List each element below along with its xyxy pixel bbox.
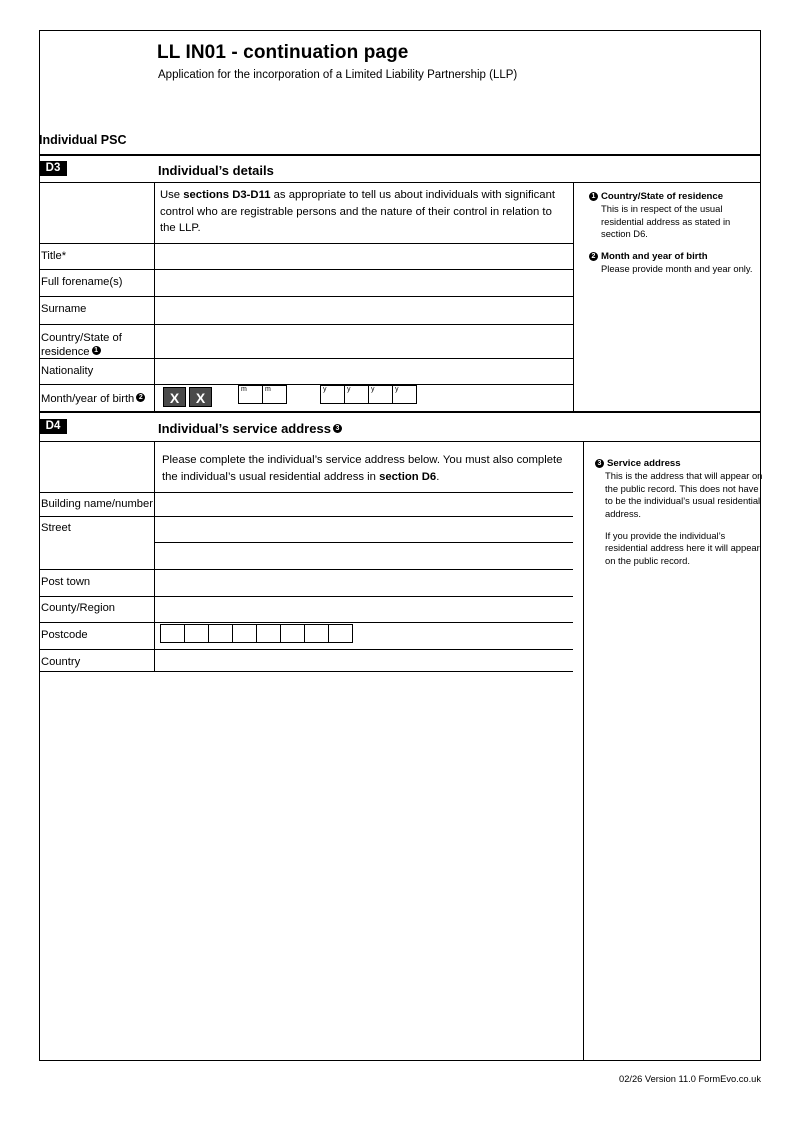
d3-instruction-bold: sections D3-D11 <box>183 189 271 201</box>
d3-row-rule-3 <box>39 296 573 297</box>
postcode-box-group[interactable] <box>160 624 352 643</box>
d4-heading: Individual’s service address 3 <box>158 421 342 436</box>
postcode-box-6[interactable] <box>280 624 305 643</box>
postcode-box-1[interactable] <box>160 624 185 643</box>
postcode-box-3[interactable] <box>208 624 233 643</box>
label-post-town: Post town <box>41 576 91 588</box>
dob-month-hint-group[interactable] <box>238 385 286 404</box>
d4-guidance-3-body2: If you provide the individual’s residential address here it will appear on the public record. <box>605 530 760 566</box>
postcode-box-8[interactable] <box>328 624 353 643</box>
dob-month-hint-box-1[interactable]: m <box>238 385 263 404</box>
label-nationality: Nationality <box>41 365 94 377</box>
input-county-region[interactable] <box>156 599 571 620</box>
label-title: Title* <box>41 250 67 262</box>
d4-guidance-3-body: This is the address that will appear on the public record. This does not have to be the individual’s usual residential address. <box>605 470 763 519</box>
d3-row-rule-2 <box>39 269 573 270</box>
d4-row-rule-1 <box>39 492 573 493</box>
d3-instruction <box>160 187 565 237</box>
postcode-box-7[interactable] <box>304 624 329 643</box>
dob-month-box-2[interactable]: X <box>189 387 212 407</box>
input-post-town[interactable] <box>156 572 571 594</box>
input-nationality[interactable] <box>156 361 571 383</box>
page-heading: Individual PSC <box>39 133 127 147</box>
d3-row-rule-6 <box>39 384 573 385</box>
dob-month-hint-box-2[interactable]: m <box>262 385 287 404</box>
d3-row-rule-4 <box>39 324 573 325</box>
dob-month-box-1[interactable]: X <box>163 387 186 407</box>
d4-top-rule <box>39 411 761 413</box>
input-full-forenames[interactable] <box>156 272 571 294</box>
dob-year-group[interactable] <box>320 385 416 404</box>
label-surname: Surname <box>41 303 87 315</box>
label-street: Street <box>41 522 71 534</box>
footer-version: 02/26 Version 11.0 FormEvo.co.uk <box>619 1074 761 1084</box>
input-street-line2[interactable] <box>156 545 571 565</box>
d4-guidance-3-title: Service address <box>607 458 681 469</box>
postcode-box-4[interactable] <box>232 624 257 643</box>
input-title[interactable] <box>156 246 571 268</box>
d4-guidance-divider <box>583 441 584 1060</box>
d3-guidance-2-title: Month and year of birth <box>601 251 708 262</box>
d4-row-rule-5 <box>39 596 573 597</box>
d3-guidance-2 <box>589 250 761 276</box>
postcode-box-5[interactable] <box>256 624 281 643</box>
dob-month-filled-group[interactable] <box>163 387 215 407</box>
d4-row-rule-6 <box>39 622 573 623</box>
d3-guidance-2-body: Please provide month and year only. <box>601 263 753 275</box>
d4-row-rule-7 <box>39 649 573 650</box>
d3-instruction-suffix: as appropriate to tell us about individuals with significant control who are registrable persons and the nature of their control in relation to the LLP. <box>160 189 555 234</box>
d4-row-rule-2 <box>39 516 573 517</box>
label-month-year-of-birth: Month/year of birth 2 <box>41 393 145 405</box>
d3-guidance-divider <box>573 182 574 411</box>
input-surname[interactable] <box>156 299 571 321</box>
d3-guidance-1 <box>589 190 761 241</box>
page-border-top <box>39 30 761 31</box>
d3-heading-rule <box>39 182 761 183</box>
d4-row-rule-4 <box>39 569 573 570</box>
d3-guidance-1-body: This is in respect of the usual residential address as stated in section D6. <box>601 203 731 240</box>
d3-top-rule <box>39 154 761 156</box>
dob-year-box-3[interactable]: y <box>368 385 393 404</box>
d3-heading: Individual’s details <box>158 163 274 178</box>
note-ref-2-icon: 2 <box>136 393 145 402</box>
section-code-d4: D4 <box>39 419 67 434</box>
page-border-bottom <box>39 1060 761 1061</box>
note-ref-1-icon: 1 <box>92 346 101 355</box>
document-subtitle: Application for the incorporation of a Limited Liability Partnership (LLP) <box>158 69 518 81</box>
d3-row-rule-5 <box>39 358 573 359</box>
page-border-left <box>39 30 40 1060</box>
dob-year-box-2[interactable]: y <box>344 385 369 404</box>
postcode-box-2[interactable] <box>184 624 209 643</box>
section-code-d3: D3 <box>39 161 67 176</box>
d4-row-rule-3 <box>154 542 573 543</box>
label-country-state-line2: residence 1 <box>41 346 101 358</box>
dob-year-box-4[interactable]: y <box>392 385 417 404</box>
label-country-state-line1: Country/State of <box>41 332 122 344</box>
d4-guidance-3 <box>595 457 767 567</box>
d4-label-column-divider <box>154 441 155 671</box>
label-county-region: County/Region <box>41 602 116 614</box>
d4-row-rule-8 <box>39 671 573 672</box>
d3-instruction-prefix: Use <box>160 189 184 201</box>
label-building-name-number: Building name/number <box>41 498 153 510</box>
input-country-state-of-residence[interactable] <box>156 327 571 357</box>
label-full-forenames: Full forename(s) <box>41 276 123 288</box>
note-ref-3-icon: 3 <box>333 424 342 433</box>
note-number-2-icon: 2 <box>589 252 598 261</box>
note-number-3-icon: 3 <box>595 459 604 468</box>
d4-instruction: Please complete the individual’s service address below. You must also complete the individual’s usual residential address in section D6. <box>162 454 563 483</box>
note-number-1-icon: 1 <box>589 192 598 201</box>
document-title: LL IN01 - continuation page <box>157 42 409 63</box>
d4-heading-rule <box>39 441 761 442</box>
input-country[interactable] <box>156 652 571 673</box>
dob-year-box-1[interactable]: y <box>320 385 345 404</box>
input-building-name-number[interactable] <box>156 495 571 515</box>
label-postcode: Postcode <box>41 629 88 641</box>
d3-row-rule-1 <box>39 243 573 244</box>
input-street-line1[interactable] <box>156 519 571 539</box>
label-country: Country <box>41 656 81 668</box>
d3-guidance-1-title: Country/State of residence <box>601 191 724 202</box>
